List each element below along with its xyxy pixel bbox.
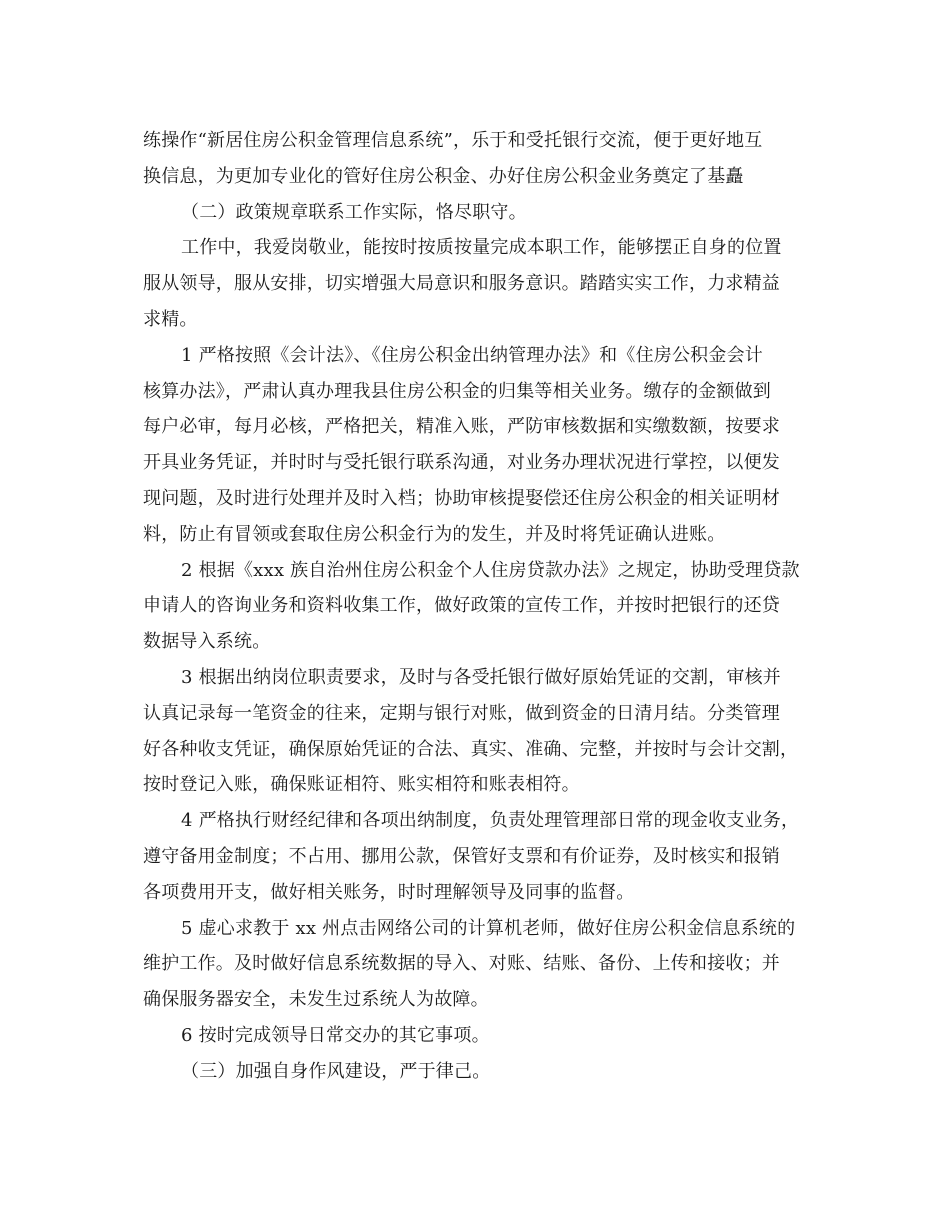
text-line: 各项费用开支，做好相关账务，时时理解领导及同事的监督。 [143, 881, 635, 903]
document-body [143, 123, 807, 1090]
section-heading [143, 1054, 807, 1090]
text-line: 6 按时完成领导日常交办的其它事项。 [181, 1024, 490, 1046]
text-line: （二）政策规章联系工作实际，恪尽职守。 [181, 201, 527, 223]
text-line: 确保服务器安全，未发生过系统人为故障。 [143, 989, 489, 1011]
text-line: 2 根据《xxx 族自治州住房公积金个人住房贷款办法》之规定，协助受理贷款 [181, 559, 800, 581]
text-line: 服从领导，服从安排，切实增强大局意识和服务意识。踏踏实实工作，力求精益 [143, 273, 780, 295]
list-item [143, 338, 807, 553]
text-line: 数据导入系统。 [143, 631, 271, 653]
paragraph [143, 230, 807, 337]
list-item [143, 660, 807, 803]
text-line: 遵守备用金制度；不占用、挪用公款，保管好支票和有价证券，及时核实和报销 [143, 845, 780, 867]
text-line: 料，防止有冒领或套取住房公积金行为的发生，并及时将凭证确认进账。 [143, 523, 726, 545]
text-line: 4 严格执行财经纪律和各项出纳制度，负责处理管理部日常的现金收支业务， [181, 810, 800, 832]
paragraph [143, 123, 807, 195]
text-line: 申请人的咨询业务和资料收集工作，做好政策的宣传工作，并按时把银行的还贷 [143, 595, 780, 617]
list-item [143, 553, 807, 660]
text-line: 3 根据出纳岗位职责要求，及时与各受托银行做好原始凭证的交割，审核并 [181, 666, 781, 688]
text-line: 1 严格按照《会计法》、《住房公积金出纳管理办法》和《住房公积金会计 [181, 344, 763, 366]
text-line: 按时登记入账，确保账证相符、账实相符和账表相符。 [143, 774, 580, 796]
text-line: 维护工作。及时做好信息系统数据的导入、对账、结账、备份、上传和接收；并 [143, 953, 780, 975]
text-line: 认真记录每一笔资金的往来，定期与银行对账，做到资金的日清月结。分类管理 [143, 702, 780, 724]
text-line: 5 虚心求教于 xx 州点击网络公司的计算机老师，做好住房公积金信息系统的 [181, 917, 796, 939]
text-line: 现问题，及时进行处理并及时入档；协助审核提娶偿还住房公积金的相关证明材 [143, 487, 780, 509]
text-line: 换信息，为更加专业化的管好住房公积金、办好住房公积金业务奠定了基矗 [143, 165, 744, 187]
list-item [143, 1018, 807, 1054]
text-line: 好各种收支凭证，确保原始凭证的合法、真实、准确、完整，并按时与会计交割， [143, 738, 799, 760]
text-line: 工作中，我爱岗敬业，能按时按质按量完成本职工作，能够摆正自身的位置 [181, 237, 782, 259]
list-item [143, 803, 807, 910]
text-line: 每户必审，每月必核，严格把关，精准入账，严防审核数据和实缴数额，按要求 [143, 416, 780, 438]
text-line: 开具业务凭证，并时时与受托银行联系沟通，对业务办理状况进行掌控，以便发 [143, 452, 780, 474]
section-heading [143, 195, 807, 231]
text-line: 核算办法》，严肃认真办理我县住房公积金的归集等相关业务。缴存的金额做到 [143, 380, 771, 402]
text-line: 练操作“新居住房公积金管理信息系统”，乐于和受托银行交流，便于更好地互 [143, 130, 763, 151]
text-line: 求精。 [143, 308, 198, 330]
text-line: （三）加强自身作风建设，严于律己。 [181, 1060, 491, 1082]
list-item [143, 911, 807, 1018]
